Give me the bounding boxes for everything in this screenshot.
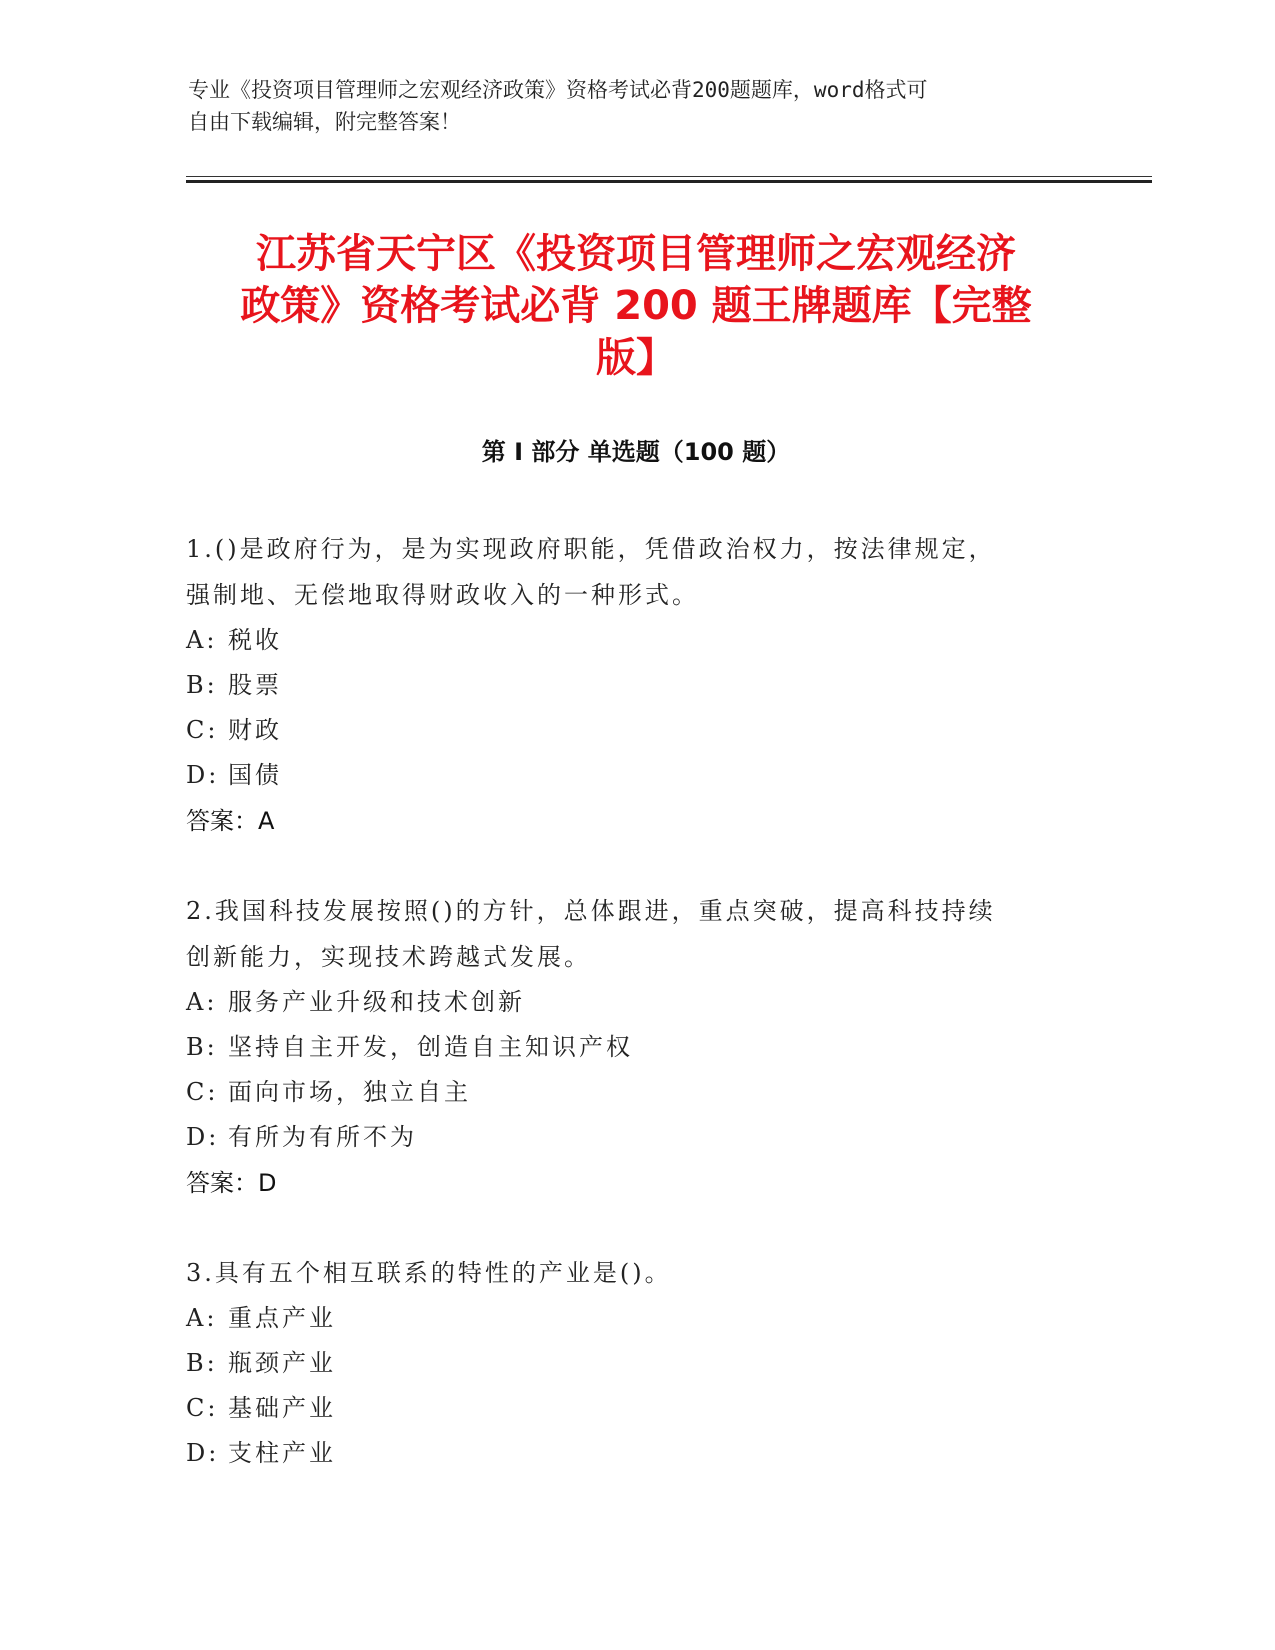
option-text: 坚持自主开发，创造自主知识产权	[228, 1033, 633, 1061]
question-stem-line: 创新能力，实现技术跨越式发展。	[186, 943, 591, 971]
option-key: A:	[186, 1304, 218, 1332]
option-text: 面向市场，独立自主	[228, 1078, 471, 1106]
option-text: 支柱产业	[228, 1439, 336, 1467]
option-a	[186, 618, 1086, 663]
option-text: 税收	[228, 626, 282, 654]
option-text: 国债	[228, 761, 282, 789]
option-b	[186, 1341, 1086, 1386]
option-d	[186, 753, 1086, 798]
question-list	[186, 526, 1086, 1520]
document-title	[186, 228, 1086, 384]
option-c	[186, 1070, 1086, 1115]
option-key: C:	[186, 1394, 219, 1422]
option-text: 有所为有所不为	[228, 1123, 417, 1151]
header-divider-thick	[186, 180, 1152, 183]
header-note-line-2: 自由下载编辑，附完整答案！	[188, 110, 461, 134]
document-title-line-3: 版】	[596, 335, 676, 381]
option-b	[186, 663, 1086, 708]
header-divider-thin	[186, 176, 1152, 177]
option-d	[186, 1115, 1086, 1160]
option-text: 重点产业	[228, 1304, 336, 1332]
option-d	[186, 1431, 1086, 1476]
option-key: D:	[186, 1439, 220, 1467]
option-text: 财政	[228, 716, 282, 744]
answer-line: 答案：D	[186, 1169, 277, 1197]
question-stem-line: 2.我国科技发展按照()的方针，总体跟进，重点突破，提高科技持续	[186, 897, 996, 925]
option-a	[186, 980, 1086, 1025]
header-note-line-1: 专业《投资项目管理师之宏观经济政策》资格考试必背200题题库，word格式可	[188, 78, 928, 102]
option-key: D:	[186, 761, 220, 789]
header-note	[188, 74, 1068, 138]
option-key: C:	[186, 716, 219, 744]
option-key: B:	[186, 1349, 218, 1377]
option-key: C:	[186, 1078, 219, 1106]
option-key: D:	[186, 1123, 220, 1151]
option-b	[186, 1025, 1086, 1070]
section-heading: 第 I 部分 单选题（100 题）	[481, 438, 791, 466]
option-text: 服务产业升级和技术创新	[228, 988, 525, 1016]
option-c	[186, 1386, 1086, 1431]
answer-line: 答案：A	[186, 807, 275, 835]
question-1	[186, 526, 1086, 844]
option-key: B:	[186, 671, 218, 699]
option-text: 瓶颈产业	[228, 1349, 336, 1377]
option-a	[186, 1296, 1086, 1341]
question-stem-line: 3.具有五个相互联系的特性的产业是()。	[186, 1259, 672, 1287]
question-stem-line: 强制地、无偿地取得财政收入的一种形式。	[186, 581, 699, 609]
option-c	[186, 708, 1086, 753]
option-key: B:	[186, 1033, 218, 1061]
question-stem-line: 1.()是政府行为，是为实现政府职能，凭借政治权力，按法律规定，	[186, 535, 996, 563]
option-key: A:	[186, 626, 218, 654]
document-title-line-1: 江苏省天宁区《投资项目管理师之宏观经济	[256, 231, 1016, 277]
question-2	[186, 888, 1086, 1206]
question-3	[186, 1250, 1086, 1476]
option-key: A:	[186, 988, 218, 1016]
option-text: 股票	[228, 671, 282, 699]
document-title-line-2: 政策》资格考试必背 200 题王牌题库【完整	[240, 283, 1032, 329]
option-text: 基础产业	[228, 1394, 336, 1422]
